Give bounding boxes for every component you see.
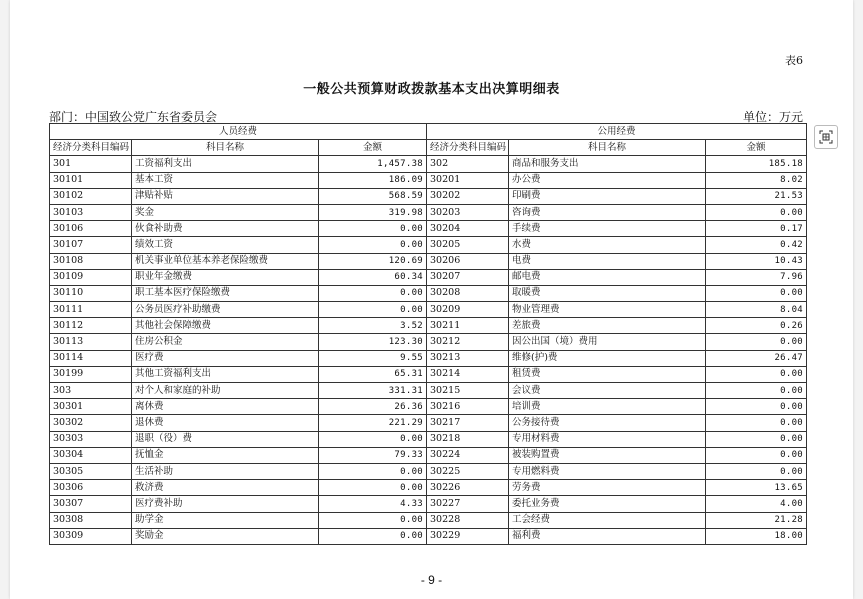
table-row bbox=[50, 512, 807, 528]
group-header-personnel: 人员经费 bbox=[50, 124, 427, 140]
public-amount-cell: 4.00 bbox=[706, 496, 807, 512]
personnel-name-cell: 退职（役）费 bbox=[132, 431, 319, 447]
department-label: 部门：中国致公党广东省委员会 bbox=[49, 110, 218, 124]
public-amount-cell: 13.65 bbox=[706, 480, 807, 496]
personnel-code-cell: 30101 bbox=[50, 172, 132, 188]
public-amount-cell: 0.00 bbox=[706, 431, 807, 447]
personnel-amount-cell: 186.09 bbox=[319, 172, 427, 188]
public-name-cell: 福利费 bbox=[509, 528, 706, 544]
personnel-code-cell: 30113 bbox=[50, 334, 132, 350]
personnel-amount-cell: 0.00 bbox=[319, 285, 427, 301]
personnel-code-cell: 30306 bbox=[50, 480, 132, 496]
personnel-amount-cell: 0.00 bbox=[319, 221, 427, 237]
page-title: 一般公共预算财政拨款基本支出决算明细表 bbox=[303, 82, 560, 97]
personnel-amount-cell: 60.34 bbox=[319, 269, 427, 285]
table-row bbox=[50, 318, 807, 334]
public-name-cell: 商品和服务支出 bbox=[509, 156, 706, 172]
personnel-code-cell: 30109 bbox=[50, 269, 132, 285]
public-code-cell: 30208 bbox=[427, 285, 509, 301]
personnel-amount-cell: 79.33 bbox=[319, 447, 427, 463]
table-number: 表6 bbox=[785, 54, 803, 67]
public-name-cell: 租赁费 bbox=[509, 366, 706, 382]
public-code-cell: 30216 bbox=[427, 399, 509, 415]
personnel-name-cell: 津贴补贴 bbox=[132, 188, 319, 204]
public-amount-cell: 8.02 bbox=[706, 172, 807, 188]
table-row bbox=[50, 253, 807, 269]
personnel-amount-cell: 4.33 bbox=[319, 496, 427, 512]
table-row bbox=[50, 496, 807, 512]
personnel-code-cell: 30307 bbox=[50, 496, 132, 512]
public-amount-cell: 0.00 bbox=[706, 366, 807, 382]
personnel-amount-cell: 0.00 bbox=[319, 237, 427, 253]
personnel-name-cell: 工资福利支出 bbox=[132, 156, 319, 172]
personnel-name-cell: 绩效工资 bbox=[132, 237, 319, 253]
public-name-cell: 物业管理费 bbox=[509, 302, 706, 318]
public-code-cell: 30225 bbox=[427, 463, 509, 479]
public-code-cell: 302 bbox=[427, 156, 509, 172]
personnel-amount-cell: 0.00 bbox=[319, 512, 427, 528]
public-name-cell: 工会经费 bbox=[509, 512, 706, 528]
personnel-code-cell: 30304 bbox=[50, 447, 132, 463]
personnel-name-cell: 生活补助 bbox=[132, 463, 319, 479]
personnel-amount-cell: 0.00 bbox=[319, 463, 427, 479]
page-number: - 9 - bbox=[420, 573, 443, 587]
personnel-amount-cell: 120.69 bbox=[319, 253, 427, 269]
table-row bbox=[50, 415, 807, 431]
personnel-name-cell: 助学金 bbox=[132, 512, 319, 528]
personnel-name-cell: 公务员医疗补助缴费 bbox=[132, 302, 319, 318]
personnel-code-cell: 30114 bbox=[50, 350, 132, 366]
col-header-name: 科目名称 bbox=[132, 140, 319, 156]
public-code-cell: 30217 bbox=[427, 415, 509, 431]
group-header-row bbox=[50, 124, 807, 140]
public-code-cell: 30202 bbox=[427, 188, 509, 204]
public-code-cell: 30207 bbox=[427, 269, 509, 285]
table-row bbox=[50, 302, 807, 318]
public-name-cell: 委托业务费 bbox=[509, 496, 706, 512]
table-row bbox=[50, 447, 807, 463]
col-header-amount: 金额 bbox=[706, 140, 807, 156]
personnel-code-cell: 30106 bbox=[50, 221, 132, 237]
expenditure-table bbox=[49, 123, 807, 545]
table-row bbox=[50, 204, 807, 220]
public-amount-cell: 0.00 bbox=[706, 204, 807, 220]
personnel-amount-cell: 9.55 bbox=[319, 350, 427, 366]
public-code-cell: 30218 bbox=[427, 431, 509, 447]
public-code-cell: 30209 bbox=[427, 302, 509, 318]
table-row bbox=[50, 366, 807, 382]
public-name-cell: 维修(护)费 bbox=[509, 350, 706, 366]
public-name-cell: 手续费 bbox=[509, 221, 706, 237]
personnel-name-cell: 基本工资 bbox=[132, 172, 319, 188]
public-name-cell: 取暖费 bbox=[509, 285, 706, 301]
personnel-code-cell: 301 bbox=[50, 156, 132, 172]
personnel-code-cell: 303 bbox=[50, 383, 132, 399]
personnel-name-cell: 医疗费 bbox=[132, 350, 319, 366]
table-row bbox=[50, 269, 807, 285]
table-body bbox=[50, 156, 807, 545]
personnel-code-cell: 30108 bbox=[50, 253, 132, 269]
public-name-cell: 因公出国（境）费用 bbox=[509, 334, 706, 350]
grid-select-icon[interactable] bbox=[814, 125, 838, 149]
personnel-name-cell: 退休费 bbox=[132, 415, 319, 431]
public-code-cell: 30224 bbox=[427, 447, 509, 463]
public-amount-cell: 0.00 bbox=[706, 463, 807, 479]
public-code-cell: 30228 bbox=[427, 512, 509, 528]
public-amount-cell: 0.00 bbox=[706, 447, 807, 463]
public-amount-cell: 18.00 bbox=[706, 528, 807, 544]
personnel-amount-cell: 0.00 bbox=[319, 480, 427, 496]
personnel-amount-cell: 0.00 bbox=[319, 528, 427, 544]
public-name-cell: 电费 bbox=[509, 253, 706, 269]
group-header-public: 公用经费 bbox=[427, 124, 807, 140]
personnel-code-cell: 30110 bbox=[50, 285, 132, 301]
personnel-name-cell: 对个人和家庭的补助 bbox=[132, 383, 319, 399]
public-name-cell: 专用材料费 bbox=[509, 431, 706, 447]
personnel-code-cell: 30102 bbox=[50, 188, 132, 204]
public-code-cell: 30227 bbox=[427, 496, 509, 512]
public-amount-cell: 10.43 bbox=[706, 253, 807, 269]
table-row bbox=[50, 188, 807, 204]
public-amount-cell: 0.00 bbox=[706, 285, 807, 301]
public-name-cell: 专用燃料费 bbox=[509, 463, 706, 479]
col-header-name: 科目名称 bbox=[509, 140, 706, 156]
personnel-code-cell: 30309 bbox=[50, 528, 132, 544]
personnel-code-cell: 30111 bbox=[50, 302, 132, 318]
personnel-name-cell: 奖励金 bbox=[132, 528, 319, 544]
public-code-cell: 30201 bbox=[427, 172, 509, 188]
public-amount-cell: 0.00 bbox=[706, 383, 807, 399]
public-name-cell: 会议费 bbox=[509, 383, 706, 399]
public-amount-cell: 8.04 bbox=[706, 302, 807, 318]
public-code-cell: 30214 bbox=[427, 366, 509, 382]
table-row bbox=[50, 463, 807, 479]
personnel-name-cell: 其他社会保障缴费 bbox=[132, 318, 319, 334]
public-amount-cell: 185.18 bbox=[706, 156, 807, 172]
public-amount-cell: 0.00 bbox=[706, 415, 807, 431]
personnel-name-cell: 奖金 bbox=[132, 204, 319, 220]
personnel-code-cell: 30112 bbox=[50, 318, 132, 334]
public-code-cell: 30215 bbox=[427, 383, 509, 399]
public-name-cell: 邮电费 bbox=[509, 269, 706, 285]
personnel-name-cell: 医疗费补助 bbox=[132, 496, 319, 512]
public-amount-cell: 7.96 bbox=[706, 269, 807, 285]
public-name-cell: 被装购置费 bbox=[509, 447, 706, 463]
personnel-code-cell: 30305 bbox=[50, 463, 132, 479]
personnel-name-cell: 离休费 bbox=[132, 399, 319, 415]
public-code-cell: 30211 bbox=[427, 318, 509, 334]
public-name-cell: 差旅费 bbox=[509, 318, 706, 334]
table-row bbox=[50, 350, 807, 366]
public-name-cell: 培训费 bbox=[509, 399, 706, 415]
column-header-row bbox=[50, 140, 807, 156]
personnel-code-cell: 30303 bbox=[50, 431, 132, 447]
public-code-cell: 30213 bbox=[427, 350, 509, 366]
personnel-amount-cell: 331.31 bbox=[319, 383, 427, 399]
public-name-cell: 咨询费 bbox=[509, 204, 706, 220]
public-name-cell: 办公费 bbox=[509, 172, 706, 188]
personnel-amount-cell: 0.00 bbox=[319, 431, 427, 447]
public-name-cell: 印刷费 bbox=[509, 188, 706, 204]
public-amount-cell: 21.53 bbox=[706, 188, 807, 204]
table-row bbox=[50, 156, 807, 172]
public-code-cell: 30203 bbox=[427, 204, 509, 220]
unit-label: 单位：万元 bbox=[742, 110, 803, 124]
col-header-amount: 金额 bbox=[319, 140, 427, 156]
public-code-cell: 30226 bbox=[427, 480, 509, 496]
document-page bbox=[10, 0, 853, 599]
table-row bbox=[50, 285, 807, 301]
public-amount-cell: 0.42 bbox=[706, 237, 807, 253]
personnel-name-cell: 住房公积金 bbox=[132, 334, 319, 350]
personnel-code-cell: 30107 bbox=[50, 237, 132, 253]
personnel-amount-cell: 65.31 bbox=[319, 366, 427, 382]
public-amount-cell: 0.00 bbox=[706, 334, 807, 350]
table-row bbox=[50, 528, 807, 544]
personnel-amount-cell: 3.52 bbox=[319, 318, 427, 334]
personnel-code-cell: 30301 bbox=[50, 399, 132, 415]
table-row bbox=[50, 172, 807, 188]
personnel-amount-cell: 319.98 bbox=[319, 204, 427, 220]
public-amount-cell: 0.00 bbox=[706, 399, 807, 415]
personnel-name-cell: 职工基本医疗保险缴费 bbox=[132, 285, 319, 301]
personnel-amount-cell: 123.30 bbox=[319, 334, 427, 350]
personnel-name-cell: 伙食补助费 bbox=[132, 221, 319, 237]
table-row bbox=[50, 383, 807, 399]
public-amount-cell: 21.28 bbox=[706, 512, 807, 528]
public-code-cell: 30212 bbox=[427, 334, 509, 350]
public-code-cell: 30204 bbox=[427, 221, 509, 237]
public-code-cell: 30229 bbox=[427, 528, 509, 544]
personnel-amount-cell: 568.59 bbox=[319, 188, 427, 204]
public-amount-cell: 26.47 bbox=[706, 350, 807, 366]
table-row bbox=[50, 221, 807, 237]
personnel-code-cell: 30103 bbox=[50, 204, 132, 220]
table-row bbox=[50, 431, 807, 447]
table-row bbox=[50, 480, 807, 496]
personnel-amount-cell: 1,457.38 bbox=[319, 156, 427, 172]
personnel-code-cell: 30302 bbox=[50, 415, 132, 431]
personnel-name-cell: 机关事业单位基本养老保险缴费 bbox=[132, 253, 319, 269]
public-amount-cell: 0.26 bbox=[706, 318, 807, 334]
public-code-cell: 30205 bbox=[427, 237, 509, 253]
personnel-amount-cell: 0.00 bbox=[319, 302, 427, 318]
grid-select-icon-graphic bbox=[819, 130, 833, 144]
personnel-name-cell: 职业年金缴费 bbox=[132, 269, 319, 285]
public-name-cell: 劳务费 bbox=[509, 480, 706, 496]
personnel-name-cell: 救济费 bbox=[132, 480, 319, 496]
public-amount-cell: 0.17 bbox=[706, 221, 807, 237]
personnel-amount-cell: 221.29 bbox=[319, 415, 427, 431]
col-header-code: 经济分类科目编码 bbox=[427, 140, 509, 156]
public-name-cell: 公务接待费 bbox=[509, 415, 706, 431]
public-name-cell: 水费 bbox=[509, 237, 706, 253]
personnel-code-cell: 30308 bbox=[50, 512, 132, 528]
table-row bbox=[50, 237, 807, 253]
personnel-code-cell: 30199 bbox=[50, 366, 132, 382]
public-code-cell: 30206 bbox=[427, 253, 509, 269]
personnel-amount-cell: 26.36 bbox=[319, 399, 427, 415]
personnel-name-cell: 抚恤金 bbox=[132, 447, 319, 463]
col-header-code: 经济分类科目编码 bbox=[50, 140, 132, 156]
table-row bbox=[50, 334, 807, 350]
personnel-name-cell: 其他工资福利支出 bbox=[132, 366, 319, 382]
table-row bbox=[50, 399, 807, 415]
